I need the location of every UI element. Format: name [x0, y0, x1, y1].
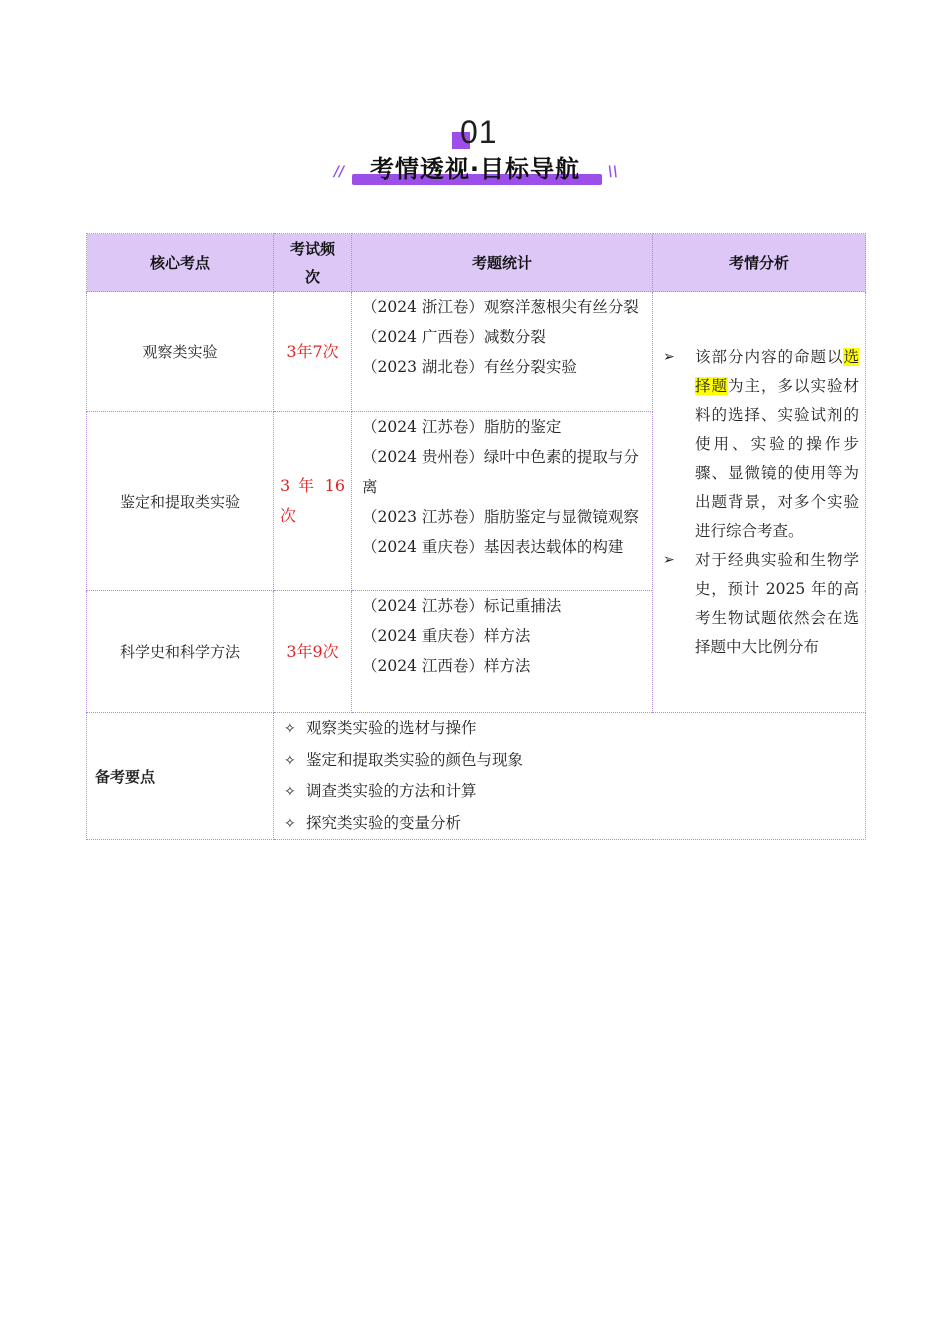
exam-frequency: 3 年 16 次 — [274, 412, 352, 591]
question-stats — [352, 412, 653, 591]
core-topic: 科学史和科学方法 — [87, 591, 274, 713]
analysis-text: 对于经典实验和生物学史，预计 2025 年的高考生物试题依然会在选择题中大比例分布 — [695, 550, 859, 656]
prep-item — [284, 776, 855, 808]
prep-list — [274, 713, 866, 840]
stat-item: （2024 贵州卷）绿叶中色素的提取与分离 — [362, 448, 639, 496]
header-freq-text: 考试频次 — [289, 239, 335, 286]
section-number-text: 01 — [460, 114, 498, 150]
stat-item: （2023 湖北卷）有丝分裂实验 — [362, 358, 577, 376]
prep-item-text: 探究类实验的变量分析 — [306, 813, 462, 832]
highlighted-text: 选择题 — [695, 347, 859, 395]
stat-item: （2024 重庆卷）基因表达载体的构建 — [362, 538, 624, 556]
section-number — [452, 112, 512, 152]
prep-row — [87, 713, 866, 840]
prep-item — [284, 808, 855, 840]
core-topic: 鉴定和提取类实验 — [87, 412, 274, 591]
exam-overview-table — [86, 233, 866, 840]
core-topic: 观察类实验 — [87, 292, 274, 412]
stat-item: （2024 江苏卷）脂肪的鉴定 — [362, 418, 562, 436]
four-point-star-icon: ✧ — [284, 784, 296, 800]
prep-item-text: 调查类实验的方法和计算 — [306, 782, 477, 800]
header-analysis: 考情分析 — [653, 234, 866, 292]
question-stats — [352, 591, 653, 713]
section-header — [0, 108, 950, 188]
header-core: 核心考点 — [87, 234, 274, 292]
section-title-text: 考情透视·目标导航 — [369, 155, 581, 183]
section-title — [330, 152, 620, 188]
stat-item: （2024 江苏卷）标记重捕法 — [362, 597, 562, 615]
analysis-item — [659, 546, 859, 662]
prep-label: 备考要点 — [87, 713, 274, 840]
stat-item: （2024 浙江卷）观察洋葱根尖有丝分裂 — [362, 298, 639, 316]
left-slash-decoration-icon: // — [334, 164, 345, 180]
prep-item — [284, 745, 855, 777]
analysis-cell — [653, 292, 866, 713]
header-freq — [274, 234, 352, 292]
four-point-star-icon: ✧ — [284, 815, 296, 832]
right-slash-decoration-icon: \\ — [607, 164, 618, 180]
analysis-item — [659, 343, 859, 546]
stat-item: （2023 江苏卷）脂肪鉴定与显微镜观察 — [362, 508, 639, 526]
analysis-text: 该部分内容的命题以 — [695, 347, 844, 366]
prep-item-text: 鉴定和提取类实验的颜色与现象 — [306, 750, 524, 769]
arrowhead-bullet-icon: ➢ — [663, 551, 675, 568]
exam-frequency: 3年7次 — [274, 292, 352, 412]
stat-item: （2024 江西卷）样方法 — [362, 657, 531, 675]
header-stats: 考题统计 — [352, 234, 653, 292]
prep-item-text: 观察类实验的选材与操作 — [306, 719, 477, 737]
four-point-star-icon: ✧ — [284, 752, 296, 769]
analysis-text: 为主，多以实验材料的选择、实验试剂的使用、实验的操作步骤、显微镜的使用等为出题背景，对多个实验进行综合考查。 — [695, 376, 859, 540]
arrowhead-bullet-icon: ➢ — [663, 348, 675, 365]
stat-item: （2024 广西卷）减数分裂 — [362, 328, 546, 346]
prep-item — [284, 713, 855, 745]
stat-item: （2024 重庆卷）样方法 — [362, 627, 531, 645]
table-header-row — [87, 234, 866, 292]
exam-frequency: 3年9次 — [274, 591, 352, 713]
question-stats — [352, 292, 653, 412]
four-point-star-icon: ✧ — [284, 721, 296, 737]
table-row — [87, 292, 866, 412]
